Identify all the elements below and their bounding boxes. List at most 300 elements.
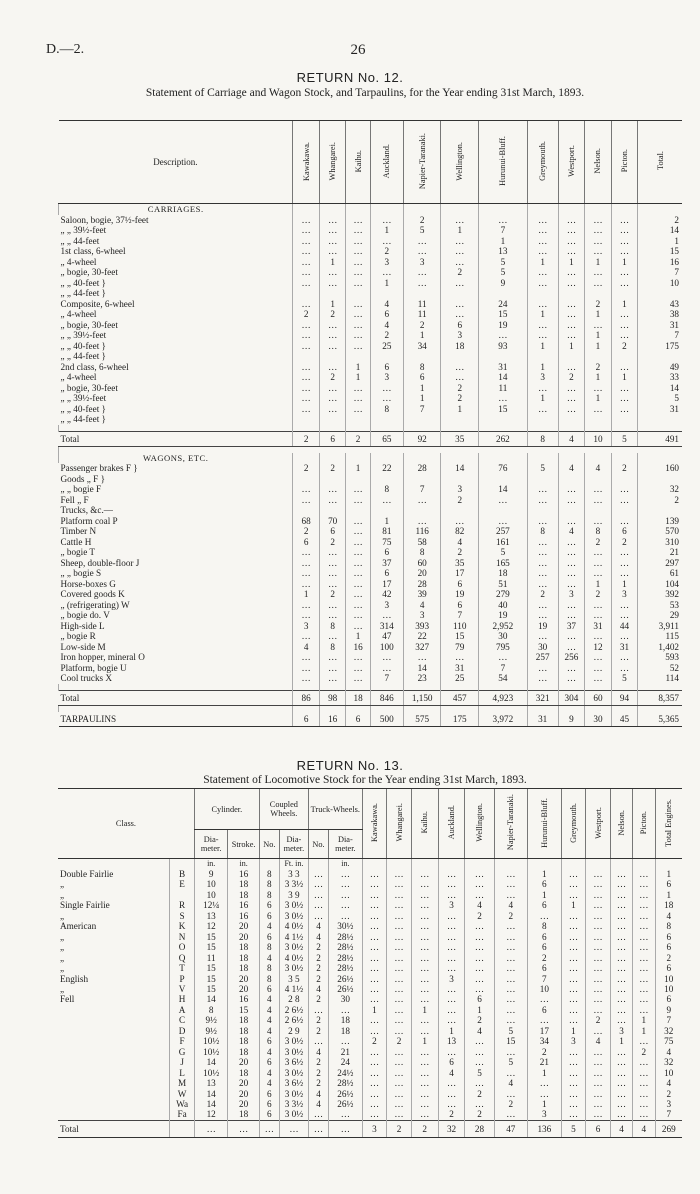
table-cell: 1 bbox=[633, 1026, 655, 1036]
table-cell: 6 bbox=[403, 372, 441, 383]
table-cell: 14 bbox=[194, 1099, 228, 1109]
table-cell: … bbox=[585, 600, 612, 611]
table-cell: 6 bbox=[259, 932, 279, 942]
table-cell bbox=[585, 505, 612, 516]
column-header bbox=[293, 121, 320, 204]
table-cell: 3 bbox=[403, 610, 441, 621]
table-cell: 1 bbox=[527, 393, 558, 404]
table-cell: 7 bbox=[370, 673, 403, 684]
column-header bbox=[611, 121, 638, 204]
table-cell: 1 bbox=[561, 900, 586, 910]
table-cell: … bbox=[465, 1036, 494, 1046]
table-cell: 3 bbox=[610, 1026, 632, 1036]
table-cell: 175 bbox=[638, 341, 682, 352]
table-cell: … bbox=[465, 1057, 494, 1067]
table-cell bbox=[346, 453, 370, 464]
unit-cell: in. bbox=[329, 859, 363, 870]
table-cell: … bbox=[346, 299, 370, 310]
row-label: „ „ 39½-feet bbox=[60, 393, 107, 403]
table-cell: … bbox=[293, 600, 320, 611]
table-cell: 321 bbox=[527, 690, 558, 705]
table-cell: … bbox=[561, 1068, 586, 1078]
table-cell: 1 bbox=[346, 362, 370, 373]
table-cell: 491 bbox=[638, 431, 682, 446]
table-cell: … bbox=[293, 299, 320, 310]
table-cell: … bbox=[558, 663, 585, 674]
table-cell: … bbox=[293, 547, 320, 558]
table-cell: … bbox=[319, 558, 346, 569]
row-label: „ bbox=[60, 879, 65, 890]
table-cell: 4 0½ bbox=[279, 953, 308, 963]
table-cell: 5 bbox=[479, 547, 528, 558]
table-cell bbox=[527, 453, 558, 464]
table-cell: 3 bbox=[438, 900, 465, 910]
table-cell: … bbox=[561, 974, 586, 984]
table-cell: 35 bbox=[441, 558, 479, 569]
table-cell: … bbox=[585, 652, 612, 663]
table-cell: J bbox=[170, 1057, 195, 1067]
table-cell bbox=[585, 474, 612, 485]
table-cell: … bbox=[293, 225, 320, 236]
column-subheader: Dia-meter. bbox=[279, 830, 308, 859]
row-label: „ „ 39½-feet bbox=[60, 225, 107, 235]
table-cell: 314 bbox=[370, 621, 403, 632]
table-cell: … bbox=[346, 526, 370, 537]
locomotive-table bbox=[58, 788, 682, 1138]
table-cell: 6 bbox=[259, 911, 279, 921]
table-cell: … bbox=[403, 246, 441, 257]
table-cell bbox=[293, 505, 320, 516]
table-cell: … bbox=[586, 879, 611, 889]
table-cell bbox=[319, 474, 346, 485]
table-cell: … bbox=[438, 890, 465, 900]
row-label: Fell „ F bbox=[60, 494, 89, 505]
table-cell: 2 bbox=[633, 1047, 655, 1057]
row-label: 2nd class, 6-wheel bbox=[60, 361, 129, 372]
table-row bbox=[59, 404, 683, 415]
table-row bbox=[58, 890, 682, 900]
table-cell bbox=[319, 351, 346, 362]
table-cell: 2 bbox=[585, 537, 612, 548]
section-heading-row bbox=[59, 204, 683, 215]
table-cell: … bbox=[610, 974, 632, 984]
table-cell: 6 bbox=[528, 932, 562, 942]
table-row bbox=[59, 309, 683, 320]
table-cell: 2 bbox=[308, 1057, 328, 1067]
table-cell: 4 1½ bbox=[279, 932, 308, 942]
column-header-cylinder: Cylinder. bbox=[194, 789, 259, 830]
table-cell: 20 bbox=[228, 1078, 259, 1088]
table-cell: 6 bbox=[528, 942, 562, 952]
table-cell bbox=[403, 204, 441, 215]
table-cell: … bbox=[527, 299, 558, 310]
table-cell: … bbox=[611, 225, 638, 236]
table-cell: 9 bbox=[558, 712, 585, 727]
table-cell: 20 bbox=[228, 974, 259, 984]
table-cell: 2 bbox=[611, 341, 638, 352]
table-cell bbox=[441, 204, 479, 215]
table-cell: 20 bbox=[228, 921, 259, 931]
table-cell: … bbox=[319, 600, 346, 611]
table-cell: Q bbox=[170, 953, 195, 963]
table-row bbox=[59, 341, 683, 352]
table-cell: 24½ bbox=[329, 1068, 363, 1078]
table-cell: 10 bbox=[655, 984, 682, 994]
table-cell: … bbox=[585, 631, 612, 642]
table-cell: 1 bbox=[585, 341, 612, 352]
table-cell bbox=[319, 505, 346, 516]
table-cell: … bbox=[633, 1109, 655, 1120]
table-row bbox=[58, 1089, 682, 1099]
column-header bbox=[319, 121, 346, 204]
table-cell: … bbox=[346, 558, 370, 569]
table-cell: 8 bbox=[370, 404, 403, 415]
column-header-label: Nelson. bbox=[616, 809, 626, 836]
units-row bbox=[58, 859, 682, 870]
table-cell: … bbox=[585, 236, 612, 247]
table-cell: … bbox=[362, 953, 387, 963]
table-cell bbox=[441, 474, 479, 485]
table-cell: 6 bbox=[528, 963, 562, 973]
table-row bbox=[59, 225, 683, 236]
table-cell: … bbox=[527, 278, 558, 289]
table-cell: … bbox=[561, 869, 586, 879]
table-cell: 65 bbox=[370, 431, 403, 446]
table-cell: 3 bbox=[441, 484, 479, 495]
table-cell: 1 bbox=[403, 393, 441, 404]
table-cell: … bbox=[610, 1047, 632, 1057]
table-cell bbox=[611, 288, 638, 299]
table-cell: 8 bbox=[585, 526, 612, 537]
table-cell: … bbox=[441, 362, 479, 373]
table-cell: 16 bbox=[228, 869, 259, 879]
table-cell: 2 bbox=[528, 953, 562, 963]
table-cell: V bbox=[170, 984, 195, 994]
table-cell: … bbox=[329, 900, 363, 910]
table-cell: … bbox=[558, 330, 585, 341]
table-cell: 10 bbox=[194, 879, 228, 889]
table-cell: … bbox=[438, 953, 465, 963]
table-cell: 3 bbox=[362, 1120, 387, 1137]
row-label: Horse-boxes G bbox=[60, 578, 116, 589]
table-cell: 6 bbox=[293, 712, 320, 727]
table-cell: 31 bbox=[638, 320, 682, 331]
table-cell bbox=[611, 505, 638, 516]
table-cell: 2 bbox=[293, 526, 320, 537]
column-header bbox=[633, 789, 655, 859]
table-cell: 49 bbox=[638, 362, 682, 373]
table-cell: … bbox=[561, 994, 586, 1004]
table-cell: … bbox=[610, 921, 632, 931]
table-cell: 14 bbox=[194, 1089, 228, 1099]
table-cell: 4 bbox=[558, 463, 585, 474]
table-cell: 1 bbox=[585, 330, 612, 341]
table-cell: 10½ bbox=[194, 1036, 228, 1046]
column-subheader: No. bbox=[259, 830, 279, 859]
column-header-label: Picton. bbox=[619, 149, 629, 173]
table-cell: 28½ bbox=[329, 953, 363, 963]
table-cell: … bbox=[411, 890, 438, 900]
table-cell: 13 bbox=[194, 911, 228, 921]
table-cell: … bbox=[561, 1089, 586, 1099]
row-label: Cool trucks X bbox=[60, 673, 113, 683]
table-cell bbox=[558, 204, 585, 215]
table-cell: … bbox=[611, 404, 638, 415]
table-cell: … bbox=[438, 1078, 465, 1088]
table-cell: … bbox=[586, 890, 611, 900]
table-cell: … bbox=[633, 1089, 655, 1099]
table-cell: 4 bbox=[259, 921, 279, 931]
table-cell: … bbox=[527, 579, 558, 590]
table-cell: … bbox=[387, 1099, 412, 1109]
table-cell: … bbox=[308, 900, 328, 910]
table-cell: 5 bbox=[494, 1057, 528, 1067]
table-cell: … bbox=[585, 246, 612, 257]
table-cell: 33 bbox=[638, 372, 682, 383]
table-cell: 16 bbox=[346, 642, 370, 653]
table-cell: … bbox=[370, 495, 403, 506]
table-cell bbox=[638, 414, 682, 425]
table-cell: 257 bbox=[527, 652, 558, 663]
unit-cell: in. bbox=[228, 859, 259, 870]
table-cell: … bbox=[441, 236, 479, 247]
row-label: „ „ 40-feet } bbox=[60, 403, 106, 414]
table-cell: 3 0½ bbox=[279, 1036, 308, 1046]
table-cell: 31 bbox=[611, 642, 638, 653]
table-cell: … bbox=[479, 393, 528, 404]
column-header bbox=[610, 789, 632, 859]
table-row bbox=[59, 215, 683, 226]
table-cell: 3 bbox=[403, 257, 441, 268]
table-cell: 2 bbox=[638, 495, 682, 506]
table-cell bbox=[479, 474, 528, 485]
table-cell: 15 bbox=[479, 309, 528, 320]
table-cell: … bbox=[611, 393, 638, 404]
table-cell: 18 bbox=[228, 1026, 259, 1036]
row-label: Goods „ F } bbox=[60, 473, 105, 484]
table-cell: 6 bbox=[655, 942, 682, 952]
table-cell: 2 bbox=[441, 383, 479, 394]
table-cell: 16 bbox=[228, 911, 259, 921]
table-cell: … bbox=[293, 246, 320, 257]
table-cell: … bbox=[586, 1068, 611, 1078]
table-cell: 2 bbox=[527, 589, 558, 600]
table-cell: … bbox=[362, 1068, 387, 1078]
table-cell: 13 bbox=[479, 246, 528, 257]
table-cell: … bbox=[558, 404, 585, 415]
table-cell: … bbox=[346, 267, 370, 278]
table-cell: 23 bbox=[403, 673, 441, 684]
table-cell: … bbox=[438, 1099, 465, 1109]
table-cell: 160 bbox=[638, 463, 682, 474]
table-cell: … bbox=[319, 547, 346, 558]
unit-cell bbox=[387, 859, 412, 870]
table-cell: 2 bbox=[346, 431, 370, 446]
table-cell: … bbox=[346, 393, 370, 404]
table-cell: 13 bbox=[194, 1078, 228, 1088]
column-header-label: Hurunui-Bluff. bbox=[498, 136, 508, 186]
table-cell: … bbox=[329, 1036, 363, 1046]
table-cell: 3 bbox=[655, 1099, 682, 1109]
table-cell: 25 bbox=[370, 341, 403, 352]
table-cell: … bbox=[561, 879, 586, 889]
table-cell: 846 bbox=[370, 690, 403, 705]
table-cell: … bbox=[308, 879, 328, 889]
table-cell: … bbox=[346, 309, 370, 320]
table-cell: … bbox=[362, 900, 387, 910]
table-cell: 4 bbox=[308, 1089, 328, 1099]
row-label: Single Fairlie bbox=[60, 900, 110, 911]
row-label: Iron hopper, mineral O bbox=[60, 652, 145, 662]
table-cell: 4 bbox=[259, 1078, 279, 1088]
unit-cell bbox=[259, 859, 279, 870]
table-cell: … bbox=[558, 236, 585, 247]
column-header bbox=[370, 121, 403, 204]
table-cell: … bbox=[346, 579, 370, 590]
table-cell: … bbox=[465, 879, 494, 889]
table-cell: … bbox=[610, 1078, 632, 1088]
table-row bbox=[59, 463, 683, 474]
table-cell: 3 bbox=[441, 330, 479, 341]
table-cell: 61 bbox=[638, 568, 682, 579]
table-cell: … bbox=[346, 673, 370, 684]
row-label: Passenger brakes F } bbox=[60, 463, 138, 473]
table-cell: … bbox=[403, 652, 441, 663]
table-cell: … bbox=[561, 911, 586, 921]
table-cell: 8 bbox=[259, 890, 279, 900]
table-cell bbox=[585, 204, 612, 215]
table-cell bbox=[346, 288, 370, 299]
table-cell: … bbox=[438, 963, 465, 973]
table-cell: … bbox=[633, 1057, 655, 1067]
table-cell: 4 bbox=[465, 1026, 494, 1036]
table-cell: 3 0½ bbox=[279, 942, 308, 952]
tarpaulins-row bbox=[59, 712, 683, 727]
table-cell bbox=[403, 288, 441, 299]
table-cell: 6 bbox=[259, 1109, 279, 1120]
row-label: „ (refrigerating) W bbox=[60, 599, 130, 610]
table-row bbox=[59, 673, 683, 684]
table-cell: … bbox=[465, 1047, 494, 1057]
table-cell: … bbox=[411, 879, 438, 889]
table-cell: 51 bbox=[479, 579, 528, 590]
table-cell: … bbox=[362, 921, 387, 931]
column-header bbox=[411, 789, 438, 859]
table-cell: … bbox=[527, 547, 558, 558]
table-cell: … bbox=[387, 1047, 412, 1057]
table-cell bbox=[611, 414, 638, 425]
table-cell bbox=[527, 204, 558, 215]
column-subheader: Dia-meter. bbox=[329, 830, 363, 859]
row-label: High-side L bbox=[60, 620, 105, 631]
table-cell: 2 bbox=[655, 1089, 682, 1099]
column-header bbox=[527, 121, 558, 204]
table-cell: … bbox=[610, 942, 632, 952]
table-cell: … bbox=[610, 984, 632, 994]
table-cell: … bbox=[387, 900, 412, 910]
table-cell: … bbox=[611, 558, 638, 569]
table-cell bbox=[479, 288, 528, 299]
table-cell: 10½ bbox=[194, 1068, 228, 1078]
table-cell: … bbox=[228, 1120, 259, 1137]
table-cell: … bbox=[610, 963, 632, 973]
table-cell: … bbox=[611, 246, 638, 257]
table-cell: … bbox=[633, 911, 655, 921]
column-header bbox=[465, 789, 494, 859]
table-cell: … bbox=[586, 942, 611, 952]
table-cell: 3 5 bbox=[279, 974, 308, 984]
table-cell: 2 bbox=[308, 1078, 328, 1088]
table-cell: … bbox=[441, 372, 479, 383]
total-row bbox=[58, 1120, 682, 1137]
table-cell: 13 bbox=[438, 1036, 465, 1046]
table-cell: … bbox=[465, 974, 494, 984]
table-row bbox=[59, 484, 683, 495]
row-label: „ „ 40-feet } bbox=[60, 277, 106, 288]
table-row bbox=[58, 963, 682, 973]
table-cell: 262 bbox=[479, 431, 528, 446]
table-cell: … bbox=[441, 516, 479, 527]
table-cell: … bbox=[438, 1005, 465, 1015]
table-cell: P bbox=[170, 974, 195, 984]
table-cell bbox=[293, 288, 320, 299]
table-cell: 4 bbox=[403, 600, 441, 611]
table-cell bbox=[370, 204, 403, 215]
table-cell: … bbox=[346, 341, 370, 352]
table-cell bbox=[346, 414, 370, 425]
table-cell: A bbox=[170, 1005, 195, 1015]
table-cell: … bbox=[494, 994, 528, 1004]
table-row bbox=[59, 383, 683, 394]
table-cell bbox=[479, 505, 528, 516]
table-cell: … bbox=[558, 267, 585, 278]
table-cell: … bbox=[403, 236, 441, 247]
table-cell: 18 bbox=[228, 1047, 259, 1057]
table-cell: … bbox=[293, 579, 320, 590]
table-cell: 20 bbox=[228, 984, 259, 994]
table-cell: … bbox=[561, 1005, 586, 1015]
document-ref: D.—2. bbox=[46, 42, 85, 57]
table-cell: … bbox=[387, 1005, 412, 1015]
table-cell: 2 bbox=[465, 911, 494, 921]
table-cell: … bbox=[387, 974, 412, 984]
table-cell: … bbox=[411, 963, 438, 973]
table-cell: 2 bbox=[438, 1109, 465, 1120]
table-cell bbox=[293, 351, 320, 362]
table-cell: 1 bbox=[638, 236, 682, 247]
table-cell: … bbox=[465, 890, 494, 900]
table-cell: 2 bbox=[465, 1089, 494, 1099]
table-cell: 18 bbox=[228, 942, 259, 952]
row-label: „ bbox=[60, 952, 65, 963]
table-cell: 4 bbox=[558, 526, 585, 537]
table-cell: 3 3½ bbox=[279, 879, 308, 889]
table-cell: … bbox=[586, 974, 611, 984]
table-cell: 795 bbox=[479, 642, 528, 653]
table-cell: … bbox=[319, 215, 346, 226]
row-label: Platform coal P bbox=[60, 515, 118, 526]
table-cell: 2 bbox=[586, 1015, 611, 1025]
table-cell: F bbox=[170, 1036, 195, 1046]
table-cell: 6 bbox=[586, 1120, 611, 1137]
table-cell: 32 bbox=[655, 1057, 682, 1067]
table-cell: … bbox=[465, 1078, 494, 1088]
table-cell: … bbox=[558, 246, 585, 257]
table-cell: … bbox=[387, 953, 412, 963]
column-header-label: Hurunui-Bluff. bbox=[539, 797, 549, 848]
table-cell: 5 bbox=[465, 1068, 494, 1078]
table-row bbox=[58, 942, 682, 952]
